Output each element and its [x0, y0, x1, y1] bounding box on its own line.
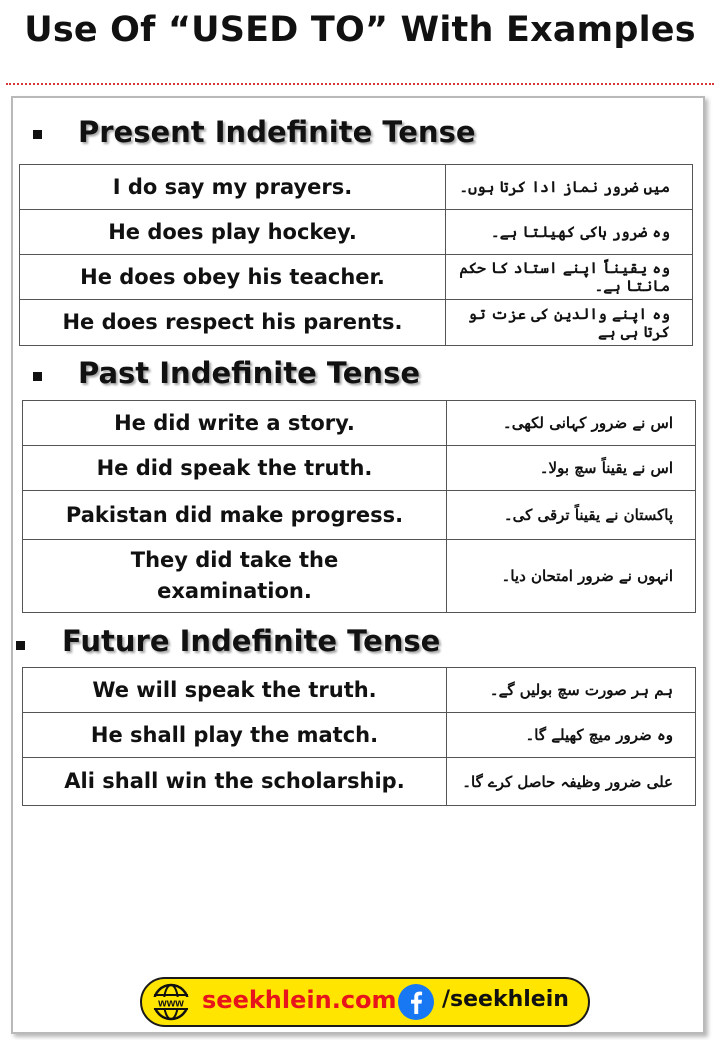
- table-row: [20, 210, 693, 255]
- table-row: [23, 446, 696, 491]
- table-row: [20, 165, 693, 210]
- urdu-translation: وہ یقیناً اپنے استاد کا حکم مانتا ہے۔: [446, 255, 693, 300]
- english-sentence: Pakistan did make progress.: [23, 491, 447, 540]
- table-row: [23, 668, 696, 713]
- title-divider: [6, 83, 714, 85]
- footer-badge: [140, 977, 590, 1027]
- urdu-translation: اس نے ضرور کہانی لکھی۔: [447, 401, 696, 446]
- heading-present-indefinite: Present Indefinite Tense: [78, 115, 476, 149]
- english-sentence: He did write a story.: [23, 401, 447, 446]
- bullet-present: [33, 130, 42, 139]
- urdu-translation: میں ضرور نماز ادا کرتا ہوں۔: [446, 165, 693, 210]
- table-present-indefinite: [19, 164, 693, 346]
- english-sentence: He shall play the match.: [23, 713, 447, 758]
- table-row: [23, 758, 696, 806]
- urdu-translation: وہ ضرور میچ کھیلے گا۔: [447, 713, 696, 758]
- english-sentence: They did take the examination.: [23, 540, 447, 613]
- urdu-translation: علی ضرور وظیفہ حاصل کرے گا۔: [447, 758, 696, 806]
- english-sentence: He did speak the truth.: [23, 446, 447, 491]
- page-title: Use Of “USED TO” With Examples: [24, 10, 696, 50]
- table-row: [23, 713, 696, 758]
- table-row: [23, 491, 696, 540]
- website-link[interactable]: seekhlein.com: [202, 986, 397, 1014]
- heading-future-indefinite: Future Indefinite Tense: [62, 624, 441, 658]
- english-sentence: He does respect his parents.: [20, 300, 446, 346]
- urdu-translation: انہوں نے ضرور امتحان دیا۔: [447, 540, 696, 613]
- table-row: [20, 300, 693, 346]
- bullet-past: [33, 372, 42, 381]
- table-row: [23, 401, 696, 446]
- svg-text:www: www: [158, 997, 184, 1010]
- globe-www-icon: [149, 982, 193, 1026]
- table-row: [20, 255, 693, 300]
- urdu-translation: ہم ہر صورت سچ بولیں گے۔: [447, 668, 696, 713]
- facebook-icon[interactable]: [397, 983, 435, 1025]
- urdu-translation: وہ اپنے والدین کی عزت تو کرتا ہی ہے: [446, 300, 693, 346]
- english-sentence: He does obey his teacher.: [20, 255, 446, 300]
- facebook-handle[interactable]: /seekhlein: [442, 987, 569, 1012]
- heading-past-indefinite: Past Indefinite Tense: [78, 356, 421, 390]
- bullet-future: [16, 641, 25, 650]
- table-row: [23, 540, 696, 613]
- urdu-translation: اس نے یقیناً سچ بولا۔: [447, 446, 696, 491]
- urdu-translation: وہ ضرور ہاکی کھیلتا ہے۔: [446, 210, 693, 255]
- english-sentence: I do say my prayers.: [20, 165, 446, 210]
- english-sentence: We will speak the truth.: [23, 668, 447, 713]
- english-sentence: He does play hockey.: [20, 210, 446, 255]
- table-future-indefinite: [22, 667, 696, 806]
- table-past-indefinite: [22, 400, 696, 613]
- urdu-translation: پاکستان نے یقیناً ترقی کی۔: [447, 491, 696, 540]
- english-sentence: Ali shall win the scholarship.: [23, 758, 447, 806]
